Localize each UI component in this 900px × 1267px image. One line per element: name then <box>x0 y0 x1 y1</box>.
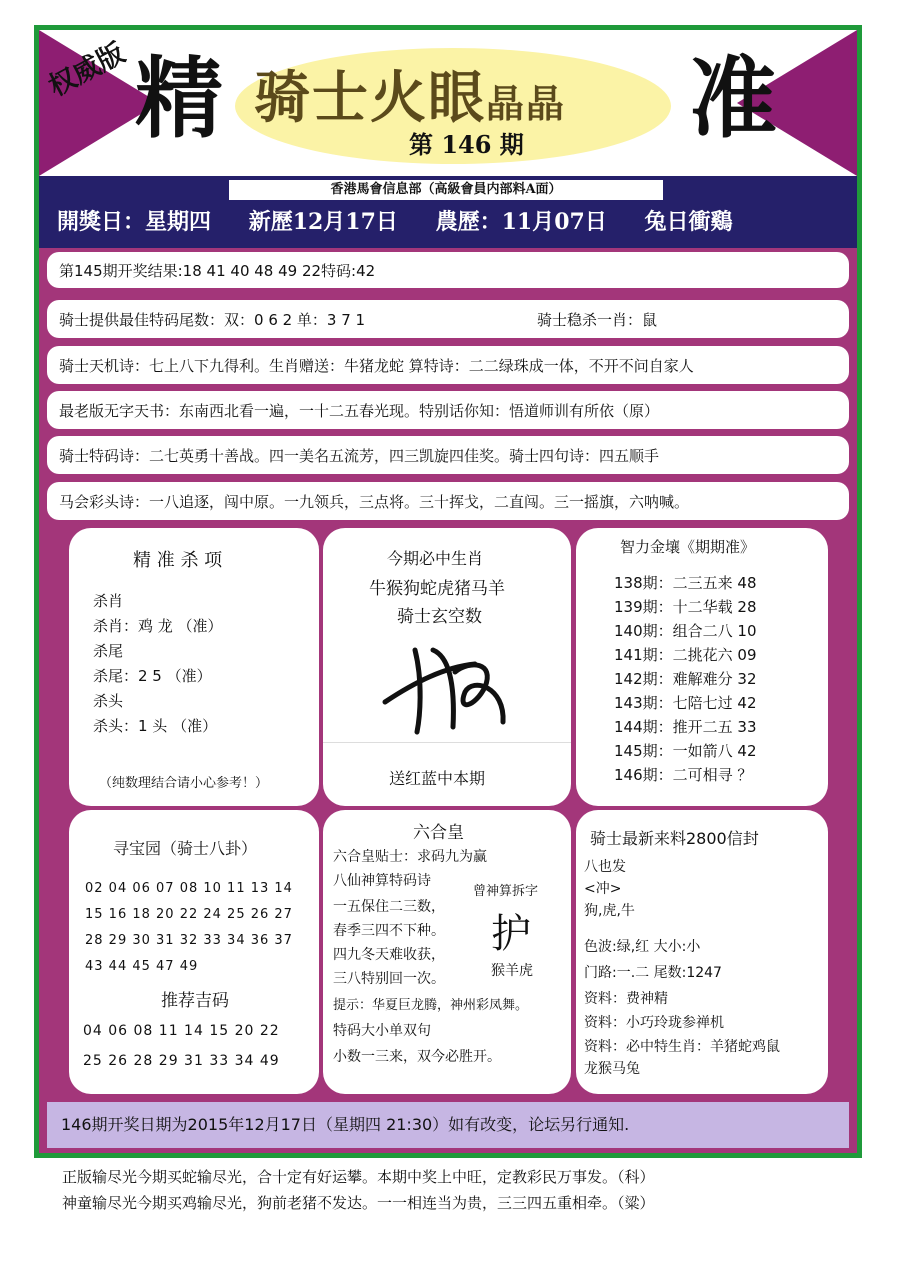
footer-line: 正版输尽光今期买蛇输尽光，合十定有好运攀。本期中奖上中旺，定教彩民万事发。（科） <box>62 1168 655 1186</box>
issue-number: 第 146 期 <box>409 130 524 159</box>
latest-line: 资料：费神精 <box>584 991 668 1007</box>
latest-line: 狗,虎,牛 <box>584 903 635 919</box>
latest-line: 八也发 <box>584 859 626 875</box>
history-line: 139期：十二华载 28 <box>614 598 757 616</box>
recommend-numbers <box>83 1016 280 1076</box>
bottom-notice: 146期开奖日期为2015年12月17日（星期四 21:30）如有改变，论坛另行通知. <box>47 1102 849 1148</box>
brand-small: 晶晶 <box>486 81 567 126</box>
liuhe-char: 护 <box>491 911 531 957</box>
kill-card <box>69 528 319 806</box>
brand-main: 骑士火眼 <box>254 65 486 131</box>
latest-line: 色波:绿,红 大小:小 <box>584 939 701 955</box>
row-text: 骑士提供最佳特码尾数：双：0 6 2 单：3 7 1 <box>59 310 366 329</box>
info-row-horse <box>47 482 849 520</box>
draw-info-bar <box>39 176 857 248</box>
latest-line: 资料：小巧玲珑参禅机 <box>584 1015 724 1031</box>
number-line: 15 16 18 20 22 24 25 26 27 <box>85 907 293 922</box>
latest-title: 骑士最新来料2800信封 <box>590 829 759 848</box>
history-line: 142期：难解难分 32 <box>614 670 757 688</box>
kill-line: 杀头 <box>93 692 124 710</box>
row-text: 最老版无字天书：东南西北看一遍，一十二五春光现。特别话你知：悟道师训有所依（原） <box>59 401 660 420</box>
liuhe-line: 六合皇贴士：求码九为赢 <box>333 849 487 865</box>
must-line3: 骑士玄空数 <box>397 607 482 627</box>
draw-day: 開獎日：星期四 <box>57 209 212 235</box>
history-title: 智力金壤《期期准》 <box>620 538 756 556</box>
latest-line: 门路:一.二 尾数:1247 <box>584 965 722 981</box>
info-row-poem <box>47 346 849 384</box>
number-line: 28 29 30 31 32 33 34 36 37 <box>85 933 293 948</box>
info-row-special <box>47 436 849 474</box>
info-row-tails <box>47 300 849 338</box>
title-left-char: 精 <box>135 46 224 150</box>
must-line1: 今期必中生肖 <box>387 549 484 568</box>
history-line: 138期：二三五来 48 <box>614 574 757 592</box>
history-card <box>576 528 828 806</box>
kill-line: 杀尾：2 5 （准） <box>93 667 212 685</box>
history-line: 143期：七陪七过 42 <box>614 694 757 712</box>
kill-line: 杀肖：鸡 龙 （准） <box>93 617 223 635</box>
treasure-card <box>69 810 319 1094</box>
authority-label: 权威版 <box>43 37 130 103</box>
must-line2: 牛猴狗蛇虎猪马羊 <box>369 579 505 599</box>
kill-line: 杀尾 <box>93 642 124 660</box>
row-text: 第145期开奖结果:18 41 40 48 49 22特码:42 <box>59 261 376 280</box>
footer <box>62 1164 655 1216</box>
header <box>39 30 857 176</box>
treasure-numbers <box>85 876 293 980</box>
liuhe-side-title: 曾神算拆字 <box>473 884 539 899</box>
latest-card <box>576 810 828 1094</box>
brand-title <box>254 65 567 131</box>
poster-frame <box>34 25 862 1158</box>
history-line: 141期：二挑花六 09 <box>614 646 757 664</box>
number-line: 43 44 45 47 49 <box>85 959 199 974</box>
liuhe-line: 特码大小单双句 <box>333 1023 431 1039</box>
latest-line: 资料：必中特生肖：羊猪蛇鸡鼠 <box>584 1039 780 1055</box>
recommend-title: 推荐吉码 <box>161 991 229 1011</box>
history-line: 144期：推开二五 33 <box>614 718 757 736</box>
kill-note: （纯数理结合请小心参考！） <box>99 776 269 791</box>
subtitle: 香港馬會信息部（高級會員内部料A面） <box>229 180 663 200</box>
history-line: 146期：二可相寻 ？ <box>614 766 753 784</box>
row-text: 马会彩头诗：一八追逐，闯中原。一九领兵，三点将。三十挥戈，二直闯。三一摇旗，六呐喊。 <box>59 492 690 511</box>
must-bottom: 送红蓝中本期 <box>389 769 486 788</box>
liuhe-card <box>323 810 571 1094</box>
liuhe-side-bottom: 猴羊虎 <box>491 963 533 979</box>
liuhe-line: 春季三四不下种。 <box>333 923 445 939</box>
number-line: 04 06 08 11 14 15 20 22 <box>83 1023 280 1039</box>
kill-line: 杀肖 <box>93 592 124 610</box>
liuhe-line: 提示：华夏巨龙腾，神州彩凤舞。 <box>333 998 529 1013</box>
treasure-title: 寻宝园（骑士八卦） <box>113 839 258 858</box>
latest-line: 龙猴马兔 <box>584 1061 640 1077</box>
title-right-char: 准 <box>689 46 778 150</box>
draw-lunar-date: 農歷：11月07日 <box>435 209 607 235</box>
number-line: 02 04 06 07 08 10 11 13 14 <box>85 881 293 896</box>
liuhe-line: 八仙神算特码诗 <box>333 873 431 889</box>
info-row-book <box>47 391 849 429</box>
divider <box>323 742 571 743</box>
row-extra: 骑士稳杀一肖：鼠 <box>537 310 658 329</box>
liuhe-line: 三八特别回一次。 <box>333 971 445 987</box>
history-line: 145期：一如箭八 42 <box>614 742 757 760</box>
footer-line: 神童输尽光今期买鸡输尽光，狗前老猪不发达。一一相连当为贵，三三四五重相牵。（粱） <box>62 1194 655 1212</box>
liuhe-title: 六合皇 <box>413 823 464 843</box>
draw-solar-date: 新歷12月17日 <box>248 209 398 235</box>
kill-title: 精 准 杀 项 <box>133 550 223 571</box>
row-text: 骑士天机诗：七上八下九得利。生肖赠送：牛猪龙蛇 算特诗：二二绿珠成一体，不开不问自家人 <box>59 356 694 375</box>
must-card <box>323 528 571 806</box>
scribble-icon <box>375 632 525 742</box>
draw-info <box>57 204 847 240</box>
liuhe-line: 小数一三来，双今必胜开。 <box>333 1049 501 1065</box>
info-row-results <box>47 252 849 288</box>
history-line: 140期：组合二八 10 <box>614 622 757 640</box>
liuhe-line: 四九冬天难收获， <box>333 947 445 963</box>
number-line: 25 26 28 29 31 33 34 49 <box>83 1053 280 1069</box>
row-text: 骑士特码诗：二七英勇十善战。四一美名五流芳，四三凯旋四佳奖。骑士四句诗：四五顺手 <box>59 446 660 465</box>
kill-line: 杀头：1 头 （准） <box>93 717 218 735</box>
latest-line: <冲> <box>584 881 622 897</box>
liuhe-line: 一五保住二三数， <box>333 899 445 915</box>
draw-zodiac: 兔日衝鷄 <box>644 209 733 235</box>
